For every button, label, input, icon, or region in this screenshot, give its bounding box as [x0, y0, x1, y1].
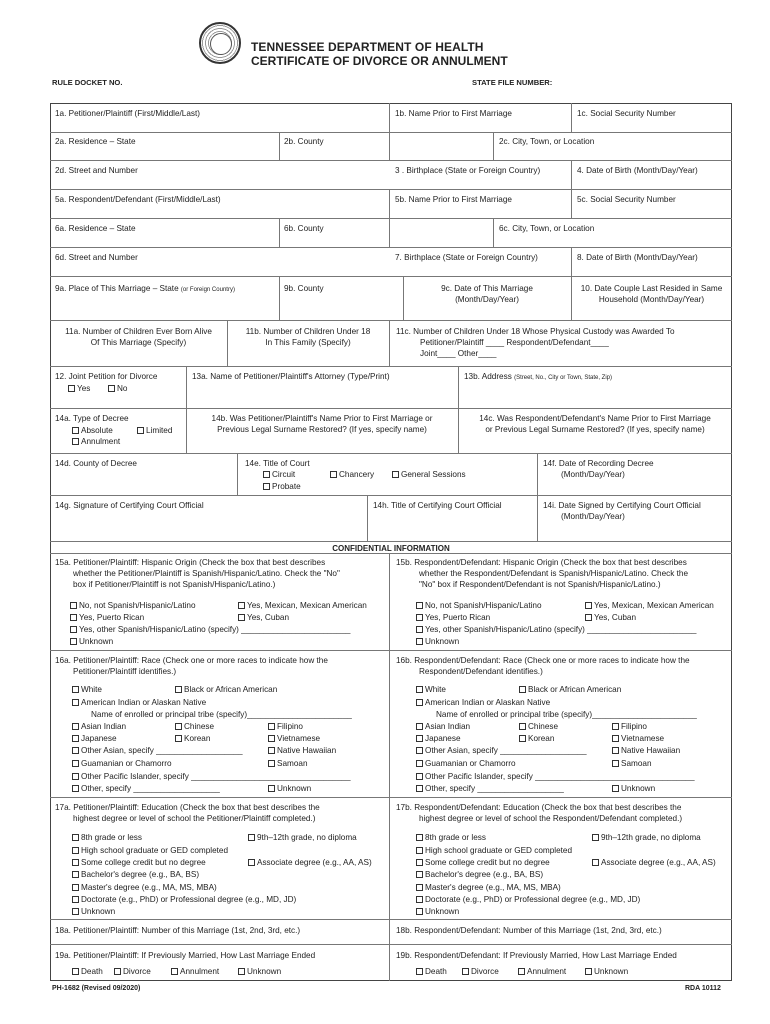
checkbox-icon[interactable]: [263, 471, 270, 478]
r-race-chinese[interactable]: Chinese: [519, 721, 558, 732]
p-ended-unknown[interactable]: Unknown: [238, 966, 281, 977]
column-divider: [571, 247, 572, 276]
petitioner-name-label: 1a. Petitioner/Plaintiff (First/Middle/Last): [55, 109, 201, 118]
petitioner-state-label: 2a. Residence – State: [55, 137, 136, 146]
p-race-unknown[interactable]: Unknown: [268, 783, 311, 794]
checkbox-icon[interactable]: [72, 834, 79, 841]
column-divider: [571, 160, 572, 189]
p-hispanic-puerto-rican[interactable]: Yes, Puerto Rican: [70, 612, 144, 623]
respondent-prior-name-label: 5b. Name Prior to First Marriage: [395, 195, 512, 204]
checkbox-icon[interactable]: [519, 686, 526, 693]
checkbox-icon[interactable]: [268, 785, 275, 792]
checkbox-icon[interactable]: [175, 686, 182, 693]
r-edu-associate[interactable]: Associate degree (e.g., AA, AS): [592, 857, 716, 868]
custody-label: 11c. Number of Children Under 18 Whose Physical Custody was Awarded To: [396, 327, 675, 336]
p-race-samoan[interactable]: Samoan: [268, 758, 308, 769]
court-probate[interactable]: Probate: [263, 481, 301, 492]
court-circuit[interactable]: Circuit: [263, 469, 295, 480]
checkbox-icon[interactable]: [612, 760, 619, 767]
checkbox-icon[interactable]: [268, 747, 275, 754]
checkbox-icon[interactable]: [330, 471, 337, 478]
p-race-vietnamese[interactable]: Vietnamese: [268, 733, 320, 744]
last-resided-label: 10. Date Couple Last Resided in Same: [580, 284, 723, 293]
p-race-other-pi[interactable]: Other Pacific Islander, specify ___________________________________: [72, 771, 351, 782]
column-divider: [279, 132, 280, 160]
checkbox-icon[interactable]: [70, 626, 77, 633]
children-born-specify: Of This Marriage (Specify): [90, 338, 187, 347]
row-divider: [50, 495, 732, 496]
row-divider: [50, 320, 732, 321]
custody-joint-other: Joint____ Other____: [420, 349, 497, 358]
column-divider: [279, 218, 280, 247]
r-race-unknown[interactable]: Unknown: [612, 783, 655, 794]
checkbox-icon[interactable]: [175, 723, 182, 730]
checkbox-icon[interactable]: [70, 602, 77, 609]
r-edu-bachelor[interactable]: Bachelor's degree (e.g., BA, BS): [416, 869, 543, 880]
checkbox-icon[interactable]: [238, 968, 245, 975]
column-divider: [537, 495, 538, 541]
r-race-filipino[interactable]: Filipino: [612, 721, 647, 732]
p-race-black[interactable]: Black or African American: [175, 684, 277, 695]
r-ended-death[interactable]: Death: [416, 966, 447, 977]
hispanic-origin-petitioner-label: 15a. Petitioner/Plaintiff: Hispanic Origin (Check the box that best describes: [55, 558, 326, 567]
p-ended-annulment[interactable]: Annulment: [171, 966, 219, 977]
p-race-other[interactable]: Other, specify ___________________: [72, 783, 220, 794]
checkbox-icon[interactable]: [70, 614, 77, 621]
decree-type-label: 14a. Type of Decree: [55, 414, 129, 423]
hispanic-origin-respondent-desc: whether the Respondent/Defendant is Spanish/Hispanic/Latino. Check the: [419, 569, 688, 578]
r-edu-some-college[interactable]: Some college credit but no degree: [416, 857, 550, 868]
checkbox-icon[interactable]: [72, 896, 79, 903]
checkbox-icon[interactable]: [519, 723, 526, 730]
p-race-other-asian[interactable]: Other Asian, specify ___________________: [72, 745, 243, 756]
marriage-date-format: (Month/Day/Year): [455, 295, 519, 304]
p-race-guamanian[interactable]: Guamanian or Chamorro: [72, 758, 172, 769]
r-ended-divorce[interactable]: Divorce: [462, 966, 499, 977]
petitioner-name-restored-specify: Previous Legal Surname Restored? (If yes, specify name): [217, 425, 427, 434]
r-hispanic-unknown[interactable]: Unknown: [416, 636, 459, 647]
respondent-name-restored-label: 14c. Was Respondent/Defendant's Name Prior to First Marriage: [479, 414, 711, 423]
checkbox-icon[interactable]: [268, 735, 275, 742]
rule-docket-label: RULE DOCKET NO.: [52, 78, 123, 87]
education-respondent-desc: highest degree or level of school the Respondent/Defendant completed.): [419, 814, 683, 823]
column-divider: [389, 103, 390, 160]
respondent-name-label: 5a. Respondent/Defendant (First/Middle/Last): [55, 195, 221, 204]
checkbox-icon[interactable]: [416, 747, 423, 754]
children-born-label: 11a. Number of Children Ever Born Alive: [65, 327, 212, 336]
attorney-name-label: 13a. Name of Petitioner/Plaintiff's Attorney (Type/Print): [192, 372, 390, 381]
checkbox-icon[interactable]: [108, 385, 115, 392]
checkbox-icon[interactable]: [592, 834, 599, 841]
children-under18-label: 11b. Number of Children Under 18: [245, 327, 371, 336]
checkbox-icon[interactable]: [72, 438, 79, 445]
r-hispanic-mexican[interactable]: Yes, Mexican, Mexican American: [585, 600, 714, 611]
p-race-tribe: Name of enrolled or principal tribe (specify)_______________________: [91, 710, 352, 719]
court-general-sessions[interactable]: General Sessions: [392, 469, 466, 480]
checkbox-icon[interactable]: [72, 686, 79, 693]
checkbox-icon[interactable]: [416, 871, 423, 878]
r-race-other-asian[interactable]: Other Asian, specify ___________________: [416, 745, 587, 756]
petitioner-street-label: 2d. Street and Number: [55, 166, 138, 175]
form-id: PH-1682 (Revised 09/2020): [52, 985, 141, 992]
r-edu-master[interactable]: Master's degree (e.g., MA, MS, MBA): [416, 882, 561, 893]
checkbox-icon[interactable]: [416, 626, 423, 633]
checkbox-icon[interactable]: [612, 735, 619, 742]
p-race-native-hawaiian[interactable]: Native Hawaiian: [268, 745, 336, 756]
row-divider: [50, 366, 732, 367]
petitioner-prior-name-label: 1b. Name Prior to First Marriage: [395, 109, 512, 118]
checkbox-icon[interactable]: [416, 847, 423, 854]
column-divider: [279, 276, 280, 320]
row-divider: [50, 189, 732, 190]
checkbox-icon[interactable]: [518, 968, 525, 975]
marriage-number-respondent-label: 18b. Respondent/Defendant: Number of this Marriage (1st, 2nd, 3rd, etc.): [396, 926, 662, 935]
r-race-black[interactable]: Black or African American: [519, 684, 621, 695]
hispanic-origin-petitioner-desc: whether the Petitioner/Plaintiff is Spanish/Hispanic/Latino. Check the "No": [73, 569, 340, 578]
checkbox-icon[interactable]: [72, 859, 79, 866]
checkbox-icon[interactable]: [68, 385, 75, 392]
decree-absolute[interactable]: Absolute: [72, 425, 113, 436]
checkbox-icon[interactable]: [72, 908, 79, 915]
petitioner-name-restored-label: 14b. Was Petitioner/Plaintiff's Name Prior to First Marriage or: [211, 414, 433, 423]
r-race-korean[interactable]: Korean: [519, 733, 554, 744]
p-edu-unknown[interactable]: Unknown: [72, 906, 115, 917]
column-divider: [367, 495, 368, 541]
p-edu-high-school[interactable]: High school graduate or GED completed: [72, 845, 228, 856]
recording-date-format: (Month/Day/Year): [561, 470, 625, 479]
checkbox-icon[interactable]: [416, 884, 423, 891]
date-signed-format: (Month/Day/Year): [561, 512, 625, 521]
respondent-ssn-label: 5c. Social Security Number: [577, 195, 676, 204]
r-race-tribe: Name of enrolled or principal tribe (specify)_______________________: [436, 710, 697, 719]
checkbox-icon[interactable]: [612, 747, 619, 754]
row-divider: [50, 541, 732, 542]
r-edu-8th[interactable]: 8th grade or less: [416, 832, 486, 843]
row-divider: [50, 919, 732, 920]
checkbox-icon[interactable]: [519, 735, 526, 742]
p-hispanic-cuban[interactable]: Yes, Cuban: [238, 612, 289, 623]
r-edu-9-12[interactable]: 9th–12th grade, no diploma: [592, 832, 701, 843]
row-divider: [50, 650, 732, 651]
marriage-place-label: 9a. Place of This Marriage – State (or Foreign Country): [55, 284, 235, 293]
checkbox-icon[interactable]: [175, 735, 182, 742]
checkbox-icon[interactable]: [238, 614, 245, 621]
p-race-japanese[interactable]: Japanese: [72, 733, 117, 744]
state-file-label: STATE FILE NUMBER:: [472, 78, 553, 87]
last-resided-format: Household (Month/Day/Year): [598, 295, 705, 304]
r-race-samoan[interactable]: Samoan: [612, 758, 652, 769]
checkbox-icon[interactable]: [585, 602, 592, 609]
checkbox-icon[interactable]: [416, 699, 423, 706]
row-divider: [50, 247, 732, 248]
r-race-white[interactable]: White: [416, 684, 446, 695]
column-divider: [493, 218, 494, 247]
row-divider: [50, 797, 732, 798]
checkbox-icon[interactable]: [416, 968, 423, 975]
checkbox-icon[interactable]: [462, 968, 469, 975]
row-divider: [50, 453, 732, 454]
checkbox-icon[interactable]: [416, 602, 423, 609]
official-signature-label: 14g. Signature of Certifying Court Official: [55, 501, 204, 510]
r-hispanic-puerto-rican[interactable]: Yes, Puerto Rican: [416, 612, 490, 623]
state-seal-icon: [199, 22, 241, 64]
checkbox-icon[interactable]: [248, 859, 255, 866]
checkbox-icon[interactable]: [416, 896, 423, 903]
r-race-other[interactable]: Other, specify ___________________: [416, 783, 564, 794]
respondent-birthplace-label: 7. Birthplace (State or Foreign Country): [395, 253, 538, 262]
joint-petition-label: 12. Joint Petition for Divorce: [55, 372, 158, 381]
checkbox-icon[interactable]: [72, 847, 79, 854]
hispanic-origin-petitioner-note: box if Petitioner/Plaintiff is not Spanish/Hispanic/Latino.): [73, 580, 276, 589]
checkbox-icon[interactable]: [585, 614, 592, 621]
p-hispanic-no[interactable]: No, not Spanish/Hispanic/Latino: [70, 600, 196, 611]
hispanic-origin-respondent-note: "No" box if Respondent/Defendant is not Spanish/Hispanic/Latino.): [419, 580, 661, 589]
r-race-aian[interactable]: American Indian or Alaskan Native: [416, 697, 550, 708]
petitioner-city-label: 2c. City, Town, or Location: [499, 137, 595, 146]
checkbox-icon[interactable]: [416, 859, 423, 866]
p-hispanic-mexican[interactable]: Yes, Mexican, Mexican American: [238, 600, 367, 611]
respondent-dob-label: 8. Date of Birth (Month/Day/Year): [577, 253, 698, 262]
respondent-county-label: 6b. County: [284, 224, 324, 233]
r-hispanic-other[interactable]: Yes, other Spanish/Hispanic/Latino (specify) ________________________: [416, 624, 696, 635]
checkbox-icon[interactable]: [585, 968, 592, 975]
r-ended-annulment[interactable]: Annulment: [518, 966, 566, 977]
r-race-asian-indian[interactable]: Asian Indian: [416, 721, 470, 732]
row-divider: [50, 218, 732, 219]
column-divider: [571, 103, 572, 132]
checkbox-icon[interactable]: [416, 908, 423, 915]
checkbox-icon[interactable]: [72, 884, 79, 891]
respondent-name-restored-specify: or Previous Legal Surname Restored? (If yes, specify name): [485, 425, 705, 434]
row-divider: [50, 160, 732, 161]
checkbox-icon[interactable]: [72, 735, 79, 742]
column-divider: [571, 189, 572, 218]
court-title-label: 14e. Title of Court: [245, 459, 310, 468]
p-edu-master[interactable]: Master's degree (e.g., MA, MS, MBA): [72, 882, 217, 893]
children-under18-specify: In This Family (Specify): [265, 338, 351, 347]
row-divider: [50, 553, 732, 554]
checkbox-icon[interactable]: [416, 723, 423, 730]
race-respondent-desc: Respondent/Defendant identifies.): [419, 667, 543, 676]
p-edu-9-12[interactable]: 9th–12th grade, no diploma: [248, 832, 357, 843]
last-marriage-end-respondent-label: 19b. Respondent/Defendant: If Previously Married, How Last Marriage Ended: [396, 951, 677, 960]
custody-options: Petitioner/Plaintiff ____ Respondent/Defendant____: [420, 338, 609, 347]
checkbox-icon[interactable]: [416, 735, 423, 742]
checkbox-icon[interactable]: [70, 638, 77, 645]
checkbox-icon[interactable]: [72, 699, 79, 706]
marriage-date-label: 9c. Date of This Marriage: [441, 284, 533, 293]
r-race-japanese[interactable]: Japanese: [416, 733, 461, 744]
checkbox-icon[interactable]: [72, 968, 79, 975]
checkbox-icon[interactable]: [72, 785, 79, 792]
race-respondent-label: 16b. Respondent/Defendant: Race (Check one or more races to indicate how the: [396, 656, 690, 665]
checkbox-icon[interactable]: [171, 968, 178, 975]
p-race-asian-indian[interactable]: Asian Indian: [72, 721, 126, 732]
column-divider: [186, 366, 187, 408]
checkbox-icon[interactable]: [137, 427, 144, 434]
official-title-label: 14h. Title of Certifying Court Official: [373, 501, 502, 510]
race-petitioner-desc: Petitioner/Plaintiff identifies.): [73, 667, 177, 676]
p-ended-divorce[interactable]: Divorce: [114, 966, 151, 977]
checkbox-icon[interactable]: [248, 834, 255, 841]
checkbox-icon[interactable]: [268, 760, 275, 767]
recording-date-label: 14f. Date of Recording Decree: [543, 459, 654, 468]
respondent-state-label: 6a. Residence – State: [55, 224, 136, 233]
confidential-heading: CONFIDENTIAL INFORMATION: [332, 544, 450, 553]
respondent-city-label: 6c. City, Town, or Location: [499, 224, 595, 233]
joint-petition-yes[interactable]: Yes: [68, 383, 90, 394]
row-divider: [50, 944, 732, 945]
checkbox-icon[interactable]: [72, 723, 79, 730]
form-title: TENNESSEE DEPARTMENT OF HEALTH: [251, 40, 484, 54]
education-respondent-label: 17b. Respondent/Defendant: Education (Check the box that best describes the: [396, 803, 682, 812]
checkbox-icon[interactable]: [416, 834, 423, 841]
r-race-native-hawaiian[interactable]: Native Hawaiian: [612, 745, 680, 756]
date-signed-label: 14i. Date Signed by Certifying Court Official: [543, 501, 701, 510]
column-divider: [389, 320, 390, 366]
checkbox-icon[interactable]: [416, 686, 423, 693]
p-edu-some-college[interactable]: Some college credit but no degree: [72, 857, 206, 868]
respondent-street-label: 6d. Street and Number: [55, 253, 138, 262]
checkbox-icon[interactable]: [392, 471, 399, 478]
row-divider: [50, 132, 732, 133]
checkbox-icon[interactable]: [72, 773, 79, 780]
checkbox-icon[interactable]: [72, 427, 79, 434]
p-race-white[interactable]: White: [72, 684, 102, 695]
r-edu-high-school[interactable]: High school graduate or GED completed: [416, 845, 572, 856]
checkbox-icon[interactable]: [416, 773, 423, 780]
checkbox-icon[interactable]: [416, 760, 423, 767]
decree-county-label: 14d. County of Decree: [55, 459, 137, 468]
checkbox-icon[interactable]: [612, 723, 619, 730]
decree-annulment[interactable]: Annulment: [72, 436, 120, 447]
checkbox-icon[interactable]: [612, 785, 619, 792]
checkbox-icon[interactable]: [416, 638, 423, 645]
p-hispanic-unknown[interactable]: Unknown: [70, 636, 113, 647]
joint-petition-no[interactable]: No: [108, 383, 127, 394]
petitioner-birthplace-label: 3 . Birthplace (State or Foreign Country): [395, 166, 541, 175]
education-petitioner-label: 17a. Petitioner/Plaintiff: Education (Check the box that best describes the: [55, 803, 320, 812]
p-ended-death[interactable]: Death: [72, 966, 103, 977]
p-race-korean[interactable]: Korean: [175, 733, 210, 744]
p-edu-bachelor[interactable]: Bachelor's degree (e.g., BA, BS): [72, 869, 199, 880]
r-hispanic-no[interactable]: No, not Spanish/Hispanic/Latino: [416, 600, 542, 611]
checkbox-icon[interactable]: [72, 871, 79, 878]
r-edu-unknown[interactable]: Unknown: [416, 906, 459, 917]
rda-number: RDA 10112: [685, 985, 721, 992]
p-race-chinese[interactable]: Chinese: [175, 721, 214, 732]
row-divider: [50, 276, 732, 277]
r-hispanic-cuban[interactable]: Yes, Cuban: [585, 612, 636, 623]
column-divider: [493, 132, 494, 160]
r-edu-doctorate[interactable]: Doctorate (e.g., PhD) or Professional degree (e.g., MD, JD): [416, 894, 640, 905]
race-petitioner-label: 16a. Petitioner/Plaintiff: Race (Check one or more races to indicate how the: [55, 656, 328, 665]
column-divider: [389, 189, 390, 247]
r-ended-unknown[interactable]: Unknown: [585, 966, 628, 977]
decree-limited[interactable]: Limited: [137, 425, 172, 436]
column-divider: [458, 366, 459, 408]
r-race-vietnamese[interactable]: Vietnamese: [612, 733, 664, 744]
r-race-guamanian[interactable]: Guamanian or Chamorro: [416, 758, 516, 769]
checkbox-icon[interactable]: [72, 760, 79, 767]
p-edu-8th[interactable]: 8th grade or less: [72, 832, 142, 843]
p-race-aian[interactable]: American Indian or Alaskan Native: [72, 697, 206, 708]
attorney-address-label: 13b. Address (Street, No., City or Town, State, Zip): [464, 372, 612, 381]
marriage-number-petitioner-label: 18a. Petitioner/Plaintiff: Number of this Marriage (1st, 2nd, 3rd, etc.): [55, 926, 301, 935]
r-race-other-pi[interactable]: Other Pacific Islander, specify ___________________________________: [416, 771, 695, 782]
checkbox-icon[interactable]: [238, 602, 245, 609]
marriage-county-label: 9b. County: [284, 284, 324, 293]
last-marriage-end-petitioner-label: 19a. Petitioner/Plaintiff: If Previously Married, How Last Marriage Ended: [55, 951, 316, 960]
checkbox-icon[interactable]: [416, 785, 423, 792]
court-chancery[interactable]: Chancery: [330, 469, 374, 480]
education-petitioner-desc: highest degree or level of school the Petitioner/Plaintiff completed.): [73, 814, 316, 823]
petitioner-dob-label: 4. Date of Birth (Month/Day/Year): [577, 166, 698, 175]
petitioner-county-label: 2b. County: [284, 137, 324, 146]
form-subtitle: CERTIFICATE OF DIVORCE OR ANNULMENT: [251, 54, 508, 68]
column-divider: [537, 453, 538, 495]
petitioner-ssn-label: 1c. Social Security Number: [577, 109, 676, 118]
p-hispanic-other[interactable]: Yes, other Spanish/Hispanic/Latino (specify) ________________________: [70, 624, 350, 635]
p-race-filipino[interactable]: Filipino: [268, 721, 303, 732]
checkbox-icon[interactable]: [114, 968, 121, 975]
checkbox-icon[interactable]: [592, 859, 599, 866]
checkbox-icon[interactable]: [416, 614, 423, 621]
hispanic-origin-respondent-label: 15b. Respondent/Defendant: Hispanic Origin (Check the box that best describes: [396, 558, 687, 567]
p-edu-associate[interactable]: Associate degree (e.g., AA, AS): [248, 857, 372, 868]
row-divider: [50, 408, 732, 409]
checkbox-icon[interactable]: [72, 747, 79, 754]
checkbox-icon[interactable]: [268, 723, 275, 730]
column-divider: [237, 453, 238, 495]
p-edu-doctorate[interactable]: Doctorate (e.g., PhD) or Professional degree (e.g., MD, JD): [72, 894, 296, 905]
checkbox-icon[interactable]: [263, 483, 270, 490]
column-divider: [389, 553, 390, 981]
